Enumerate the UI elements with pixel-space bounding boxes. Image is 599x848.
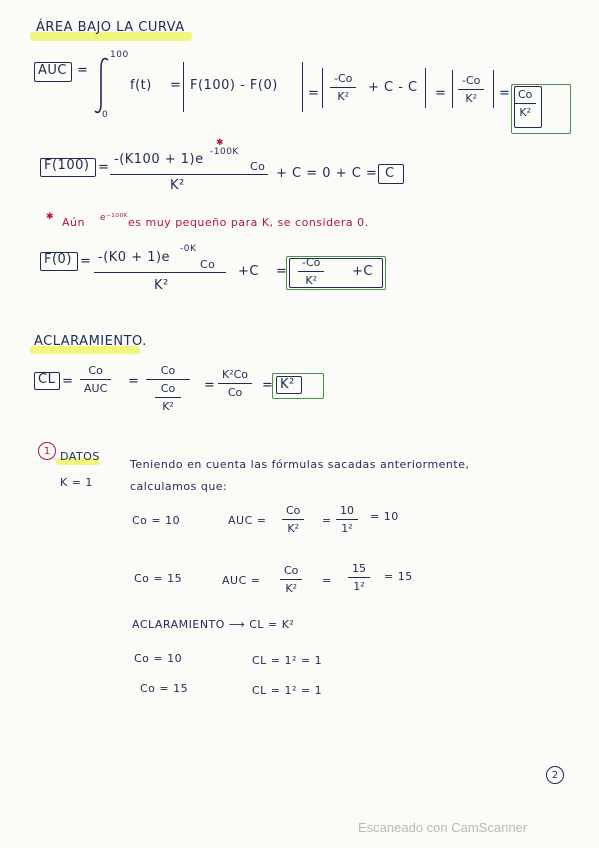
f100-denominator: K² [170, 178, 185, 193]
f100-label: F(100) [44, 158, 90, 173]
cl-label: CL [38, 372, 56, 387]
f100-numerator: -(K100 + 1)e [114, 152, 204, 167]
f0-denominator: K² [154, 278, 169, 293]
equals-sign: = [322, 574, 332, 587]
fraction-values: 10 1² [336, 504, 358, 535]
auc-label: AUC = [222, 574, 261, 587]
asterisk-mark: ✱ [216, 138, 225, 148]
fraction-co-auc: Co AUC [80, 364, 111, 395]
f0-label: F(0) [44, 252, 72, 267]
co-value: Co = 15 [140, 682, 189, 695]
bar [322, 68, 323, 108]
fraction-co-over-co-k2: Co Co K² [146, 364, 190, 413]
equals-sign: = [80, 254, 92, 269]
page-number: 2 [546, 766, 564, 784]
eval-bar-right [302, 62, 303, 112]
equals-sign: = [499, 86, 511, 101]
equals-sign: = [262, 378, 274, 393]
data-label: DATOS [60, 450, 100, 463]
fraction-co-k2: Co K² [280, 564, 302, 595]
integrand: f(t) [130, 78, 152, 93]
equals-sign: = [435, 86, 447, 101]
fraction-k2co-co: K²Co Co [218, 368, 252, 399]
upper-limit: 100 [110, 50, 129, 60]
co-value: Co = 10 [134, 652, 183, 665]
fraction-bar [110, 174, 268, 175]
f0-numerator: -(K0 + 1)e [98, 250, 171, 265]
fraction-minus-co-k2: -Co K² [458, 74, 484, 105]
cl-result: CL = 1² = 1 [252, 684, 323, 697]
equals-sign: = [204, 378, 216, 393]
fraction-co-k2: Co K² [514, 88, 536, 119]
c-result: C [385, 166, 395, 181]
auc-label: AUC = [228, 514, 267, 527]
equals-sign: = [98, 160, 110, 175]
note-exponent: e⁻¹⁰⁰ᴷ [100, 213, 128, 223]
auc-result: = 15 [384, 570, 413, 583]
equals-sign: = [308, 86, 320, 101]
lower-limit: 0 [102, 110, 109, 120]
fraction-values: 15 1² [348, 562, 370, 593]
eval-bar-left [183, 62, 184, 112]
plus-c: +C [352, 264, 373, 279]
abs-bar-right [493, 70, 494, 108]
intro-line-2: calculamos que: [130, 480, 228, 493]
equals-sign: = [276, 264, 288, 279]
equals-sign: = [128, 374, 140, 389]
bar [425, 68, 426, 108]
co-value: Co = 10 [132, 514, 181, 527]
clearance-heading: ACLARAMIENTO. [34, 334, 147, 349]
asterisk-mark: ✱ [46, 212, 55, 222]
equals-sign: = [322, 514, 332, 527]
fraction-minus-co-k2: -Co K² [298, 256, 324, 287]
cl-result: CL = 1² = 1 [252, 654, 323, 667]
page-title: ÁREA BAJO LA CURVA [36, 20, 185, 35]
fraction-co-k2: Co K² [282, 504, 304, 535]
clearance-formula: ACLARAMIENTO ⟶ CL = K² [132, 618, 295, 631]
abs-bar-left [452, 70, 453, 108]
co-term: Co [200, 258, 216, 271]
cl-result: K² [280, 377, 295, 392]
auc-result: = 10 [370, 510, 399, 523]
fraction-minus-co-k2: -Co K² [330, 72, 356, 103]
note-part-2: es muy pequeño para K, se considera 0. [128, 216, 369, 229]
k-value: K = 1 [60, 476, 93, 489]
plus-c: +C [238, 264, 259, 279]
problem-number: 1 [38, 442, 56, 460]
integral-sign [92, 56, 112, 116]
intro-line-1: Teniendo en cuenta las fórmulas sacadas anteriormente, [130, 458, 470, 471]
scanner-watermark: Escaneado con CamScanner [358, 820, 528, 835]
equals-sign: = [77, 63, 89, 78]
equals-sign: = [62, 374, 74, 389]
exponent: -100K [210, 147, 239, 157]
f100-tail: + C = 0 + C = [276, 166, 378, 181]
co-value: Co = 15 [134, 572, 183, 585]
auc-label: AUC [38, 63, 67, 78]
plus-c-minus-c: + C - C [368, 80, 418, 95]
fraction-bar [94, 272, 226, 273]
exponent: -0K [180, 244, 197, 254]
eval-expression: F(100) - F(0) [190, 78, 278, 93]
note-part-1: Aún [62, 216, 85, 229]
equals-sign: = [170, 78, 182, 93]
co-term: Co [250, 160, 266, 173]
